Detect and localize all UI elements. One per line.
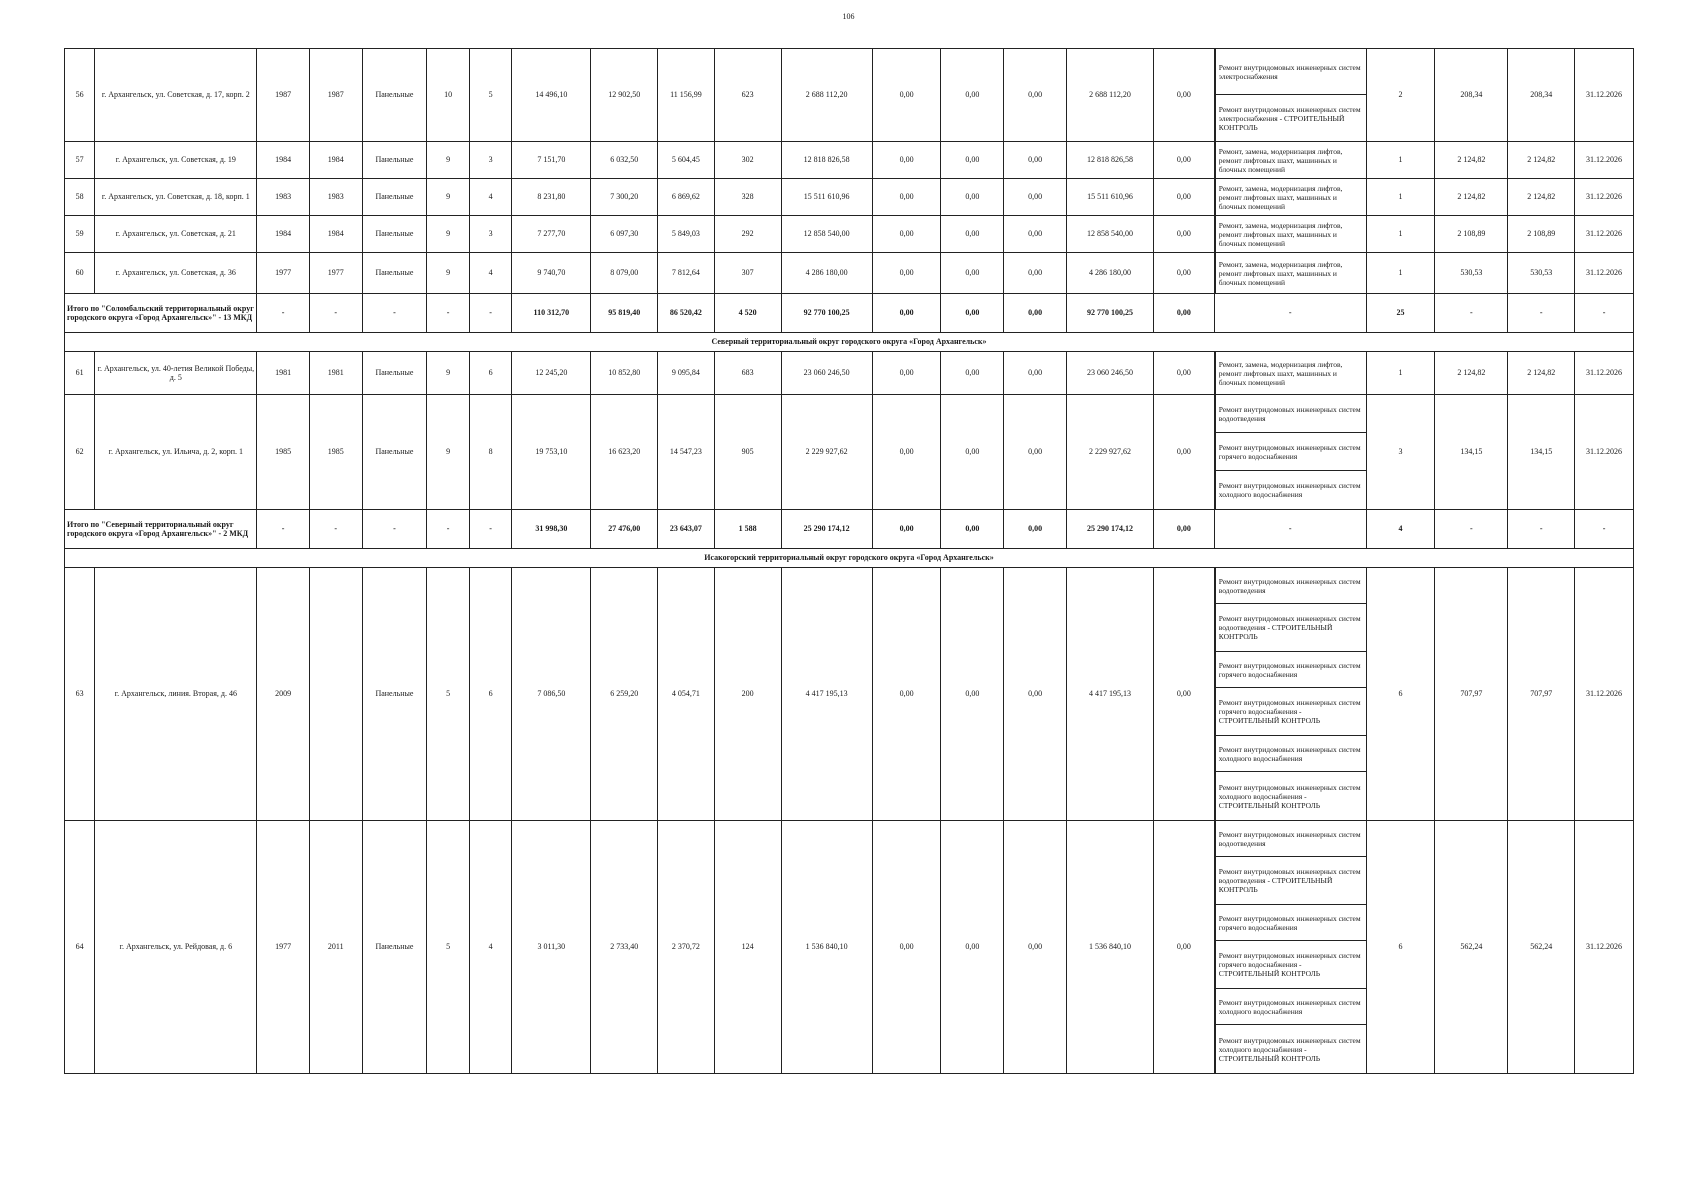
fund-cell: 0,00 <box>872 568 941 821</box>
total-label: Итого по "Соломбальский территориальный округ городского округа «Город Архангельск»" - 13 МКД <box>65 294 257 333</box>
fund-other-cell: 0,00 <box>1154 395 1215 510</box>
deadline-cell: 31.12.2026 <box>1575 395 1634 510</box>
unit-cost-cell: 2 124,82 <box>1435 352 1508 395</box>
deadline-cell: 31.12.2026 <box>1575 568 1634 821</box>
max-cost-cell: 2 124,82 <box>1508 179 1575 216</box>
year-built-cell: 1987 <box>257 49 310 142</box>
dash-cell: - <box>362 294 427 333</box>
fund-cell: 0,00 <box>941 49 1004 142</box>
works-count-cell: 1 <box>1366 216 1435 253</box>
row-number: 56 <box>65 49 95 142</box>
work-item: Ремонт внутридомовых инженерных систем холодного водоснабжения - СТРОИТЕЛЬНЫЙ КОНТРОЛЬ <box>1215 1025 1366 1073</box>
fund-cell: 0,00 <box>1004 142 1067 179</box>
works-cell <box>1214 253 1366 294</box>
works-count-cell: 1 <box>1366 253 1435 294</box>
year-built-cell: 1984 <box>257 142 310 179</box>
entrances-cell: 3 <box>469 216 512 253</box>
unit-cost-cell: 2 124,82 <box>1435 179 1508 216</box>
cost-total-cell: 2 229 927,62 <box>781 395 872 510</box>
area-total-cell: 9 740,70 <box>512 253 591 294</box>
deadline-cell: 31.12.2026 <box>1575 821 1634 1074</box>
max-cost-cell: 208,34 <box>1508 49 1575 142</box>
fund-owners-cell: 4 286 180,00 <box>1066 253 1153 294</box>
area-premises-cell: 8 079,00 <box>591 253 658 294</box>
fund-cell: 0,00 <box>1004 49 1067 142</box>
area-premises-cell: 27 476,00 <box>591 510 658 549</box>
fund-cell: 0,00 <box>872 179 941 216</box>
row-number: 64 <box>65 821 95 1074</box>
fund-owners-cell: 12 858 540,00 <box>1066 216 1153 253</box>
fund-cell: 0,00 <box>941 142 1004 179</box>
dash-cell: - <box>469 510 512 549</box>
row-number: 59 <box>65 216 95 253</box>
area-living-cell: 6 869,62 <box>658 179 715 216</box>
dash-cell: - <box>1435 294 1508 333</box>
dash-cell: - <box>1214 294 1366 333</box>
fund-cell: 0,00 <box>941 510 1004 549</box>
area-living-cell: 5 604,45 <box>658 142 715 179</box>
max-cost-cell: 2 124,82 <box>1508 352 1575 395</box>
cost-total-cell: 12 818 826,58 <box>781 142 872 179</box>
unit-cost-cell: 707,97 <box>1435 568 1508 821</box>
residents-cell: 307 <box>714 253 781 294</box>
area-total-cell: 7 277,70 <box>512 216 591 253</box>
work-item: Ремонт, замена, модернизация лифтов, ремонт лифтовых шахт, машинных и блочных помещений <box>1215 352 1366 394</box>
fund-cell: 0,00 <box>872 253 941 294</box>
area-premises-cell: 2 733,40 <box>591 821 658 1074</box>
work-item: Ремонт внутридомовых инженерных систем водоотведения <box>1215 821 1366 857</box>
cost-total-cell: 25 290 174,12 <box>781 510 872 549</box>
fund-owners-cell: 1 536 840,10 <box>1066 821 1153 1074</box>
wall-material-cell: Панельные <box>362 216 427 253</box>
cost-total-cell: 4 286 180,00 <box>781 253 872 294</box>
section-header-row <box>65 549 1634 568</box>
year-overhaul-cell: 1981 <box>309 352 362 395</box>
area-living-cell: 11 156,99 <box>658 49 715 142</box>
area-total-cell: 7 151,70 <box>512 142 591 179</box>
works-count-cell: 6 <box>1366 568 1435 821</box>
row-number: 57 <box>65 142 95 179</box>
area-total-cell: 14 496,10 <box>512 49 591 142</box>
work-item: Ремонт внутридомовых инженерных систем горячего водоснабжения <box>1215 652 1366 688</box>
table-row <box>65 49 1634 142</box>
floors-cell: 9 <box>427 216 470 253</box>
dash-cell: - <box>1214 510 1366 549</box>
area-living-cell: 23 643,07 <box>658 510 715 549</box>
area-premises-cell: 12 902,50 <box>591 49 658 142</box>
max-cost-cell: 2 124,82 <box>1508 142 1575 179</box>
year-overhaul-cell: 1985 <box>309 395 362 510</box>
wall-material-cell: Панельные <box>362 142 427 179</box>
fund-cell: 0,00 <box>1004 395 1067 510</box>
dash-cell: - <box>362 510 427 549</box>
area-living-cell: 9 095,84 <box>658 352 715 395</box>
fund-other-cell: 0,00 <box>1154 253 1215 294</box>
fund-cell: 0,00 <box>1004 510 1067 549</box>
fund-cell: 0,00 <box>872 395 941 510</box>
area-total-cell: 7 086,50 <box>512 568 591 821</box>
works-count-cell: 1 <box>1366 142 1435 179</box>
fund-cell: 0,00 <box>941 821 1004 1074</box>
fund-cell: 0,00 <box>1004 179 1067 216</box>
address-cell: г. Архангельск, ул. Ильича, д. 2, корп. 1 <box>95 395 257 510</box>
total-label: Итого по "Северный территориальный округ городского округа «Город Архангельск»" - 2 МКД <box>65 510 257 549</box>
deadline-cell: 31.12.2026 <box>1575 352 1634 395</box>
section-title: Северный территориальный округ городского округа «Город Архангельск» <box>65 333 1634 352</box>
works-cell <box>1214 395 1366 510</box>
total-row <box>65 510 1634 549</box>
fund-cell: 0,00 <box>941 216 1004 253</box>
year-overhaul-cell: 1977 <box>309 253 362 294</box>
cost-total-cell: 92 770 100,25 <box>781 294 872 333</box>
floors-cell: 9 <box>427 179 470 216</box>
fund-cell: 0,00 <box>941 352 1004 395</box>
cost-total-cell: 12 858 540,00 <box>781 216 872 253</box>
year-overhaul-cell: 2011 <box>309 821 362 1074</box>
floors-cell: 5 <box>427 821 470 1074</box>
work-item: Ремонт внутридомовых инженерных систем холодного водоснабжения <box>1215 471 1366 509</box>
area-living-cell: 4 054,71 <box>658 568 715 821</box>
cost-total-cell: 23 060 246,50 <box>781 352 872 395</box>
entrances-cell: 5 <box>469 49 512 142</box>
row-number: 62 <box>65 395 95 510</box>
unit-cost-cell: 208,34 <box>1435 49 1508 142</box>
floors-cell: 9 <box>427 395 470 510</box>
fund-owners-cell: 2 688 112,20 <box>1066 49 1153 142</box>
fund-owners-cell: 15 511 610,96 <box>1066 179 1153 216</box>
works-count-cell: 3 <box>1366 395 1435 510</box>
fund-cell: 0,00 <box>872 216 941 253</box>
year-built-cell: 1984 <box>257 216 310 253</box>
address-cell: г. Архангельск, ул. Советская, д. 17, корп. 2 <box>95 49 257 142</box>
dash-cell: - <box>1575 294 1634 333</box>
floors-cell: 9 <box>427 142 470 179</box>
fund-cell: 0,00 <box>941 395 1004 510</box>
fund-owners-cell: 25 290 174,12 <box>1066 510 1153 549</box>
residents-cell: 905 <box>714 395 781 510</box>
unit-cost-cell: 2 124,82 <box>1435 142 1508 179</box>
dash-cell: - <box>1508 294 1575 333</box>
max-cost-cell: 707,97 <box>1508 568 1575 821</box>
dash-cell: - <box>257 294 310 333</box>
capital-repair-table <box>64 48 1634 1074</box>
fund-cell: 0,00 <box>872 142 941 179</box>
work-item: Ремонт внутридомовых инженерных систем электроснабжения - СТРОИТЕЛЬНЫЙ КОНТРОЛЬ <box>1215 95 1366 141</box>
fund-other-cell: 0,00 <box>1154 216 1215 253</box>
area-premises-cell: 6 097,30 <box>591 216 658 253</box>
dash-cell: - <box>1508 510 1575 549</box>
works-cell <box>1214 821 1366 1074</box>
work-item: Ремонт внутридомовых инженерных систем холодного водоснабжения <box>1215 736 1366 772</box>
residents-cell: 200 <box>714 568 781 821</box>
fund-cell: 0,00 <box>1004 216 1067 253</box>
table-row <box>65 395 1634 510</box>
area-total-cell: 12 245,20 <box>512 352 591 395</box>
residents-cell: 302 <box>714 142 781 179</box>
max-cost-cell: 134,15 <box>1508 395 1575 510</box>
entrances-cell: 6 <box>469 352 512 395</box>
entrances-cell: 4 <box>469 179 512 216</box>
year-built-cell: 2009 <box>257 568 310 821</box>
wall-material-cell: Панельные <box>362 253 427 294</box>
fund-cell: 0,00 <box>872 510 941 549</box>
residents-cell: 683 <box>714 352 781 395</box>
wall-material-cell: Панельные <box>362 821 427 1074</box>
year-built-cell: 1977 <box>257 821 310 1074</box>
section-title: Исакогорский территориальный округ городского округа «Город Архангельск» <box>65 549 1634 568</box>
cost-total-cell: 2 688 112,20 <box>781 49 872 142</box>
dash-cell: - <box>257 510 310 549</box>
area-living-cell: 86 520,42 <box>658 294 715 333</box>
table-row <box>65 142 1634 179</box>
fund-cell: 0,00 <box>941 179 1004 216</box>
fund-other-cell: 0,00 <box>1154 49 1215 142</box>
table-row <box>65 179 1634 216</box>
row-number: 63 <box>65 568 95 821</box>
section-header-row <box>65 333 1634 352</box>
wall-material-cell: Панельные <box>362 179 427 216</box>
year-built-cell: 1977 <box>257 253 310 294</box>
area-total-cell: 31 998,30 <box>512 510 591 549</box>
area-living-cell: 14 547,23 <box>658 395 715 510</box>
work-item: Ремонт внутридомовых инженерных систем горячего водоснабжения - СТРОИТЕЛЬНЫЙ КОНТРОЛЬ <box>1215 941 1366 989</box>
floors-cell: 10 <box>427 49 470 142</box>
fund-owners-cell: 2 229 927,62 <box>1066 395 1153 510</box>
fund-cell: 0,00 <box>941 253 1004 294</box>
cost-total-cell: 4 417 195,13 <box>781 568 872 821</box>
address-cell: г. Архангельск, ул. Советская, д. 21 <box>95 216 257 253</box>
work-item: Ремонт внутридомовых инженерных систем водоотведения - СТРОИТЕЛЬНЫЙ КОНТРОЛЬ <box>1215 857 1366 905</box>
area-total-cell: 110 312,70 <box>512 294 591 333</box>
address-cell: г. Архангельск, ул. Советская, д. 19 <box>95 142 257 179</box>
fund-cell: 0,00 <box>872 821 941 1074</box>
fund-other-cell: 0,00 <box>1154 568 1215 821</box>
unit-cost-cell: 134,15 <box>1435 395 1508 510</box>
fund-other-cell: 0,00 <box>1154 294 1215 333</box>
max-cost-cell: 2 108,89 <box>1508 216 1575 253</box>
fund-cell: 0,00 <box>1004 821 1067 1074</box>
area-premises-cell: 16 623,20 <box>591 395 658 510</box>
works-cell <box>1214 352 1366 395</box>
year-overhaul-cell: 1983 <box>309 179 362 216</box>
address-cell: г. Архангельск, ул. Советская, д. 18, корп. 1 <box>95 179 257 216</box>
fund-owners-cell: 92 770 100,25 <box>1066 294 1153 333</box>
area-living-cell: 5 849,03 <box>658 216 715 253</box>
address-cell: г. Архангельск, ул. Советская, д. 36 <box>95 253 257 294</box>
works-count-cell: 6 <box>1366 821 1435 1074</box>
entrances-cell: 4 <box>469 821 512 1074</box>
deadline-cell: 31.12.2026 <box>1575 216 1634 253</box>
table-row <box>65 216 1634 253</box>
unit-cost-cell: 530,53 <box>1435 253 1508 294</box>
wall-material-cell: Панельные <box>362 568 427 821</box>
work-item: Ремонт внутридомовых инженерных систем горячего водоснабжения <box>1215 433 1366 471</box>
wall-material-cell: Панельные <box>362 395 427 510</box>
dash-cell: - <box>309 294 362 333</box>
table-row <box>65 568 1634 821</box>
work-item: Ремонт внутридомовых инженерных систем холодного водоснабжения <box>1215 989 1366 1025</box>
residents-cell: 328 <box>714 179 781 216</box>
entrances-cell: 4 <box>469 253 512 294</box>
page-number: 106 <box>842 12 855 21</box>
year-built-cell: 1983 <box>257 179 310 216</box>
unit-cost-cell: 2 108,89 <box>1435 216 1508 253</box>
work-item: Ремонт, замена, модернизация лифтов, ремонт лифтовых шахт, машинных и блочных помещений <box>1215 216 1366 252</box>
max-cost-cell: 530,53 <box>1508 253 1575 294</box>
dash-cell: - <box>1575 510 1634 549</box>
work-item: Ремонт, замена, модернизация лифтов, ремонт лифтовых шахт, машинных и блочных помещений <box>1215 179 1366 215</box>
residents-cell: 1 588 <box>714 510 781 549</box>
max-cost-cell: 562,24 <box>1508 821 1575 1074</box>
area-premises-cell: 6 032,50 <box>591 142 658 179</box>
dash-cell: - <box>469 294 512 333</box>
fund-other-cell: 0,00 <box>1154 821 1215 1074</box>
year-overhaul-cell: 1987 <box>309 49 362 142</box>
address-cell: г. Архангельск, линия. Вторая, д. 46 <box>95 568 257 821</box>
year-overhaul-cell: 1984 <box>309 216 362 253</box>
works-cell <box>1214 179 1366 216</box>
fund-cell: 0,00 <box>1004 352 1067 395</box>
residents-cell: 124 <box>714 821 781 1074</box>
fund-owners-cell: 4 417 195,13 <box>1066 568 1153 821</box>
year-overhaul-cell <box>309 568 362 821</box>
address-cell: г. Архангельск, ул. 40-летия Великой Победы, д. 5 <box>95 352 257 395</box>
work-item: Ремонт внутридомовых инженерных систем водоотведения - СТРОИТЕЛЬНЫЙ КОНТРОЛЬ <box>1215 604 1366 652</box>
deadline-cell: 31.12.2026 <box>1575 253 1634 294</box>
residents-cell: 4 520 <box>714 294 781 333</box>
work-item: Ремонт внутридомовых инженерных систем водоотведения <box>1215 568 1366 604</box>
fund-cell: 0,00 <box>941 294 1004 333</box>
fund-cell: 0,00 <box>1004 568 1067 821</box>
area-premises-cell: 10 852,80 <box>591 352 658 395</box>
residents-cell: 292 <box>714 216 781 253</box>
work-item: Ремонт внутридомовых инженерных систем холодного водоснабжения - СТРОИТЕЛЬНЫЙ КОНТРОЛЬ <box>1215 772 1366 820</box>
works-count-cell: 4 <box>1366 510 1435 549</box>
area-total-cell: 19 753,10 <box>512 395 591 510</box>
year-built-cell: 1985 <box>257 395 310 510</box>
dash-cell: - <box>309 510 362 549</box>
area-living-cell: 7 812,64 <box>658 253 715 294</box>
row-number: 60 <box>65 253 95 294</box>
work-item: Ремонт внутридомовых инженерных систем горячего водоснабжения - СТРОИТЕЛЬНЫЙ КОНТРОЛЬ <box>1215 688 1366 736</box>
entrances-cell: 3 <box>469 142 512 179</box>
deadline-cell: 31.12.2026 <box>1575 179 1634 216</box>
fund-owners-cell: 12 818 826,58 <box>1066 142 1153 179</box>
area-premises-cell: 95 819,40 <box>591 294 658 333</box>
unit-cost-cell: 562,24 <box>1435 821 1508 1074</box>
work-item: Ремонт внутридомовых инженерных систем горячего водоснабжения <box>1215 905 1366 941</box>
works-cell <box>1214 216 1366 253</box>
year-overhaul-cell: 1984 <box>309 142 362 179</box>
area-premises-cell: 7 300,20 <box>591 179 658 216</box>
cost-total-cell: 15 511 610,96 <box>781 179 872 216</box>
wall-material-cell: Панельные <box>362 352 427 395</box>
work-item: Ремонт, замена, модернизация лифтов, ремонт лифтовых шахт, машинных и блочных помещений <box>1215 142 1366 178</box>
works-count-cell: 1 <box>1366 179 1435 216</box>
fund-other-cell: 0,00 <box>1154 142 1215 179</box>
fund-other-cell: 0,00 <box>1154 179 1215 216</box>
fund-cell: 0,00 <box>1004 253 1067 294</box>
fund-cell: 0,00 <box>872 352 941 395</box>
capital-repair-table-sheet <box>64 48 1634 1074</box>
dash-cell: - <box>427 510 470 549</box>
area-total-cell: 3 011,30 <box>512 821 591 1074</box>
fund-other-cell: 0,00 <box>1154 510 1215 549</box>
works-cell <box>1214 49 1366 142</box>
fund-cell: 0,00 <box>872 49 941 142</box>
fund-cell: 0,00 <box>872 294 941 333</box>
table-row <box>65 352 1634 395</box>
address-cell: г. Архангельск, ул. Рейдовая, д. 6 <box>95 821 257 1074</box>
dash-cell: - <box>427 294 470 333</box>
works-count-cell: 25 <box>1366 294 1435 333</box>
floors-cell: 5 <box>427 568 470 821</box>
works-cell <box>1214 568 1366 821</box>
fund-cell: 0,00 <box>941 568 1004 821</box>
year-built-cell: 1981 <box>257 352 310 395</box>
wall-material-cell: Панельные <box>362 49 427 142</box>
table-row <box>65 253 1634 294</box>
dash-cell: - <box>1435 510 1508 549</box>
fund-cell: 0,00 <box>1004 294 1067 333</box>
deadline-cell: 31.12.2026 <box>1575 49 1634 142</box>
work-item: Ремонт внутридомовых инженерных систем водоотведения <box>1215 395 1366 433</box>
area-total-cell: 8 231,80 <box>512 179 591 216</box>
fund-owners-cell: 23 060 246,50 <box>1066 352 1153 395</box>
fund-other-cell: 0,00 <box>1154 352 1215 395</box>
floors-cell: 9 <box>427 352 470 395</box>
works-count-cell: 1 <box>1366 352 1435 395</box>
floors-cell: 9 <box>427 253 470 294</box>
work-item: Ремонт, замена, модернизация лифтов, ремонт лифтовых шахт, машинных и блочных помещений <box>1215 253 1366 293</box>
area-premises-cell: 6 259,20 <box>591 568 658 821</box>
cost-total-cell: 1 536 840,10 <box>781 821 872 1074</box>
row-number: 58 <box>65 179 95 216</box>
area-living-cell: 2 370,72 <box>658 821 715 1074</box>
deadline-cell: 31.12.2026 <box>1575 142 1634 179</box>
residents-cell: 623 <box>714 49 781 142</box>
total-row <box>65 294 1634 333</box>
entrances-cell: 8 <box>469 395 512 510</box>
row-number: 61 <box>65 352 95 395</box>
table-row <box>65 821 1634 1074</box>
works-cell <box>1214 142 1366 179</box>
entrances-cell: 6 <box>469 568 512 821</box>
work-item: Ремонт внутридомовых инженерных систем электроснабжения <box>1215 49 1366 95</box>
works-count-cell: 2 <box>1366 49 1435 142</box>
